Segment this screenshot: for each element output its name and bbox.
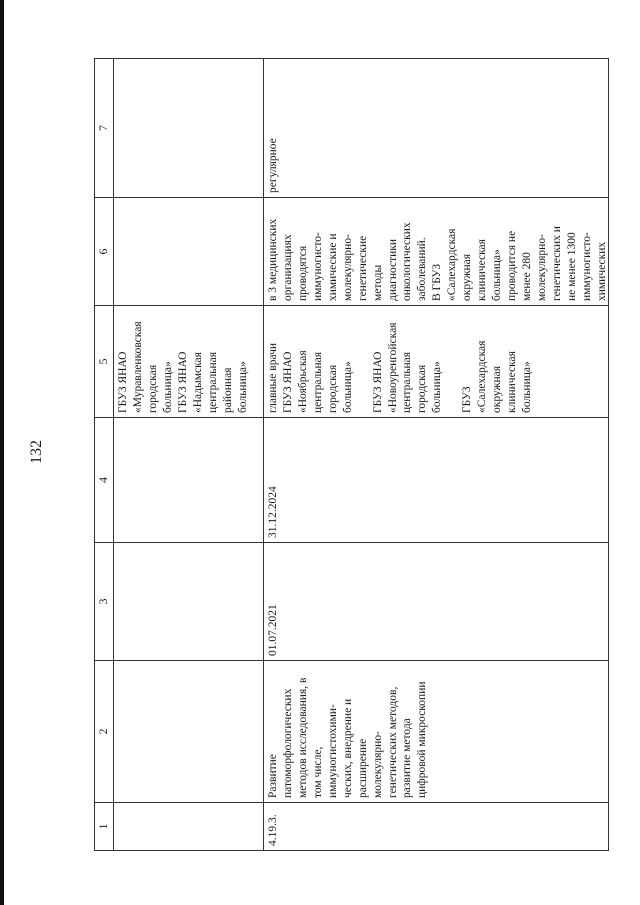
continued-start-cell: [114, 543, 264, 661]
page-number: 132: [28, 440, 45, 464]
result-text: в 3 медицинских организациях проводятся иммуногисто- химические и молекулярно- генетические методы диагностики онкологических заболеваний. В ГБУЗ «Салехардская окружная клиническая больница» проводится не менее 280 молекулярно- генетических и не менее 1300 иммуногисто- химических: [267, 218, 608, 301]
continued-event-cell: [114, 661, 264, 803]
period-text: регулярное: [267, 138, 279, 193]
header-col-1: 1: [95, 803, 114, 851]
header-col-6: 6: [95, 198, 114, 306]
row-4-19-3: [264, 59, 609, 851]
result-cell: [264, 198, 609, 306]
row-number-cell: [264, 803, 609, 851]
start-date-cell: [264, 543, 609, 661]
header-col-5: 5: [95, 306, 114, 418]
continued-end-cell: [114, 418, 264, 543]
header-row: [95, 59, 114, 851]
plan-table: [94, 58, 609, 851]
row-number: 4.19.3.: [267, 814, 279, 846]
continued-executors-text: ГБУЗ ЯНАО «Муравленковская городская больница» ГБУЗ ЯНАО «Надымская центральная районная больница»: [117, 321, 249, 413]
continued-period-cell: [114, 59, 264, 198]
header-col-2: 2: [95, 661, 114, 803]
end-date: 31.12.2024: [267, 486, 279, 538]
header-col-3: 3: [95, 543, 114, 661]
scan-edge-bar: [0, 0, 4, 905]
event-cell: [264, 661, 609, 803]
header-col-4: 4: [95, 418, 114, 543]
executors-text: главные врачи ГБУЗ ЯНАО «Ноябрьская центральная городская больница» ГБУЗ ЯНАО «Новоуренгойская центральная городская больница» ГБУЗ «Салехардская окружная клиническая больница»: [267, 322, 533, 413]
event-text: Развитие патоморфологических методов исследования, в том числе, иммуногистохими- ческих, внедрение и расширение молекулярно- генетических методов, развитие метода цифровой микроскопии: [267, 677, 429, 798]
continued-executors-cell: [114, 306, 264, 418]
continued-number-cell: [114, 803, 264, 851]
rotated-table: [94, 59, 608, 851]
period-cell: [264, 59, 609, 198]
header-col-7: 7: [95, 59, 114, 198]
continued-row: [114, 59, 264, 851]
end-date-cell: [264, 418, 609, 543]
executors-cell: [264, 306, 609, 418]
continued-result-cell: [114, 198, 264, 306]
start-date: 01.07.2021: [267, 604, 279, 656]
